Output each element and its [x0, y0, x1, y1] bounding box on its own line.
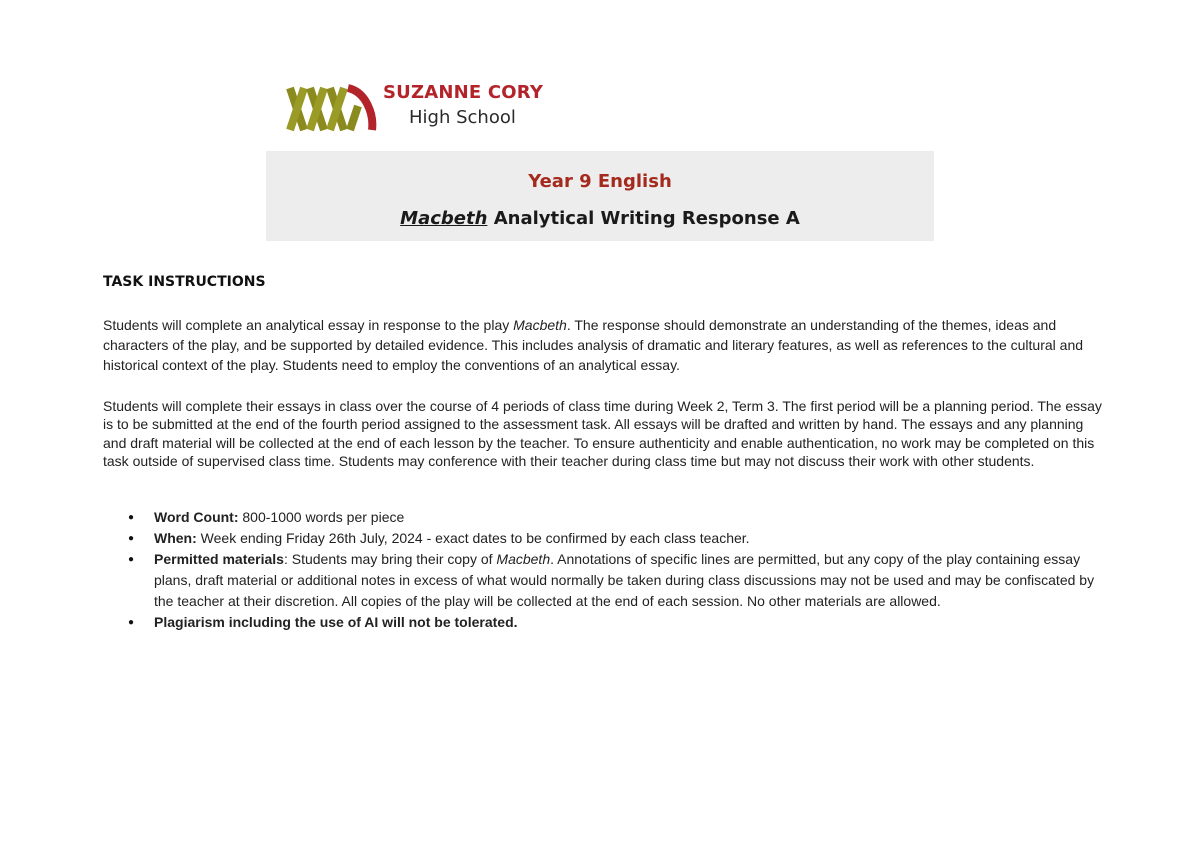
school-logo-mark-icon	[286, 84, 378, 134]
p1-text-start: Students will complete an analytical essay in response to the play	[103, 317, 514, 333]
when-value: Week ending Friday 26th July, 2024 - exact dates to be confirmed by each class teacher.	[196, 530, 750, 546]
play-title: Macbeth	[400, 208, 488, 229]
materials-text-start: : Students may bring their copy of	[283, 551, 497, 567]
task-details-list	[103, 507, 1103, 633]
school-subtitle: High School	[409, 107, 516, 128]
year-subject-title: Year 9 English	[528, 171, 672, 192]
title-banner	[266, 151, 934, 241]
instructions-paragraph-2: Students will complete their essays in class over the course of 4 periods of class time during Week 2, Term 3. The first period will be a planning period. The essay is to be submitted at the end of the fourth period assigned to the assessment task. All essays will be drafted and written by hand. The essays and any planning and draft material will be collected at the end of each lesson by the teacher. To ensure authenticity and enable authentication, no work may be completed on this task outside of supervised class time. Students may conference with their teacher during class time but may not discuss their work with other students.	[103, 398, 1102, 470]
when-label: When:	[154, 530, 197, 546]
instructions-paragraph-1	[103, 315, 1103, 375]
task-title-text: Analytical Writing Response A	[493, 208, 800, 229]
section-heading: TASK INSTRUCTIONS	[103, 274, 266, 290]
p1-text-end: . The response should demonstrate an understanding of the themes, ideas and characters of the play, and be supported by detailed evidence. This includes analysis of dramatic and literary features, as well as references to the cultural and historical context of the play. Students need to employ the conventions of an analytical essay.	[103, 317, 1084, 373]
list-item-permitted-materials	[103, 549, 1103, 612]
materials-play-title: Macbeth	[496, 551, 551, 567]
list-item-word-count	[103, 507, 1103, 528]
word-count-label: Word Count:	[154, 509, 239, 525]
task-title	[266, 208, 934, 229]
school-logo	[286, 82, 586, 136]
school-name: SUZANNE CORY	[383, 82, 544, 103]
word-count-value: 800-1000 words per piece	[238, 509, 405, 525]
materials-text-end: . Annotations of specific lines are permitted, but any copy of the play containing essay plans, draft material or additional notes in excess of what would normally be taken during class discussions may not be used and may be confiscated by the teacher at their discretion. All copies of the play will be collected at the end of each session. No other materials are allowed.	[154, 551, 1095, 609]
list-item-plagiarism	[103, 612, 1103, 633]
p1-play-title: Macbeth	[513, 317, 567, 333]
list-item-when	[103, 528, 1103, 549]
materials-label: Permitted materials	[154, 551, 284, 567]
plagiarism-notice: Plagiarism including the use of AI will not be tolerated.	[154, 614, 518, 630]
